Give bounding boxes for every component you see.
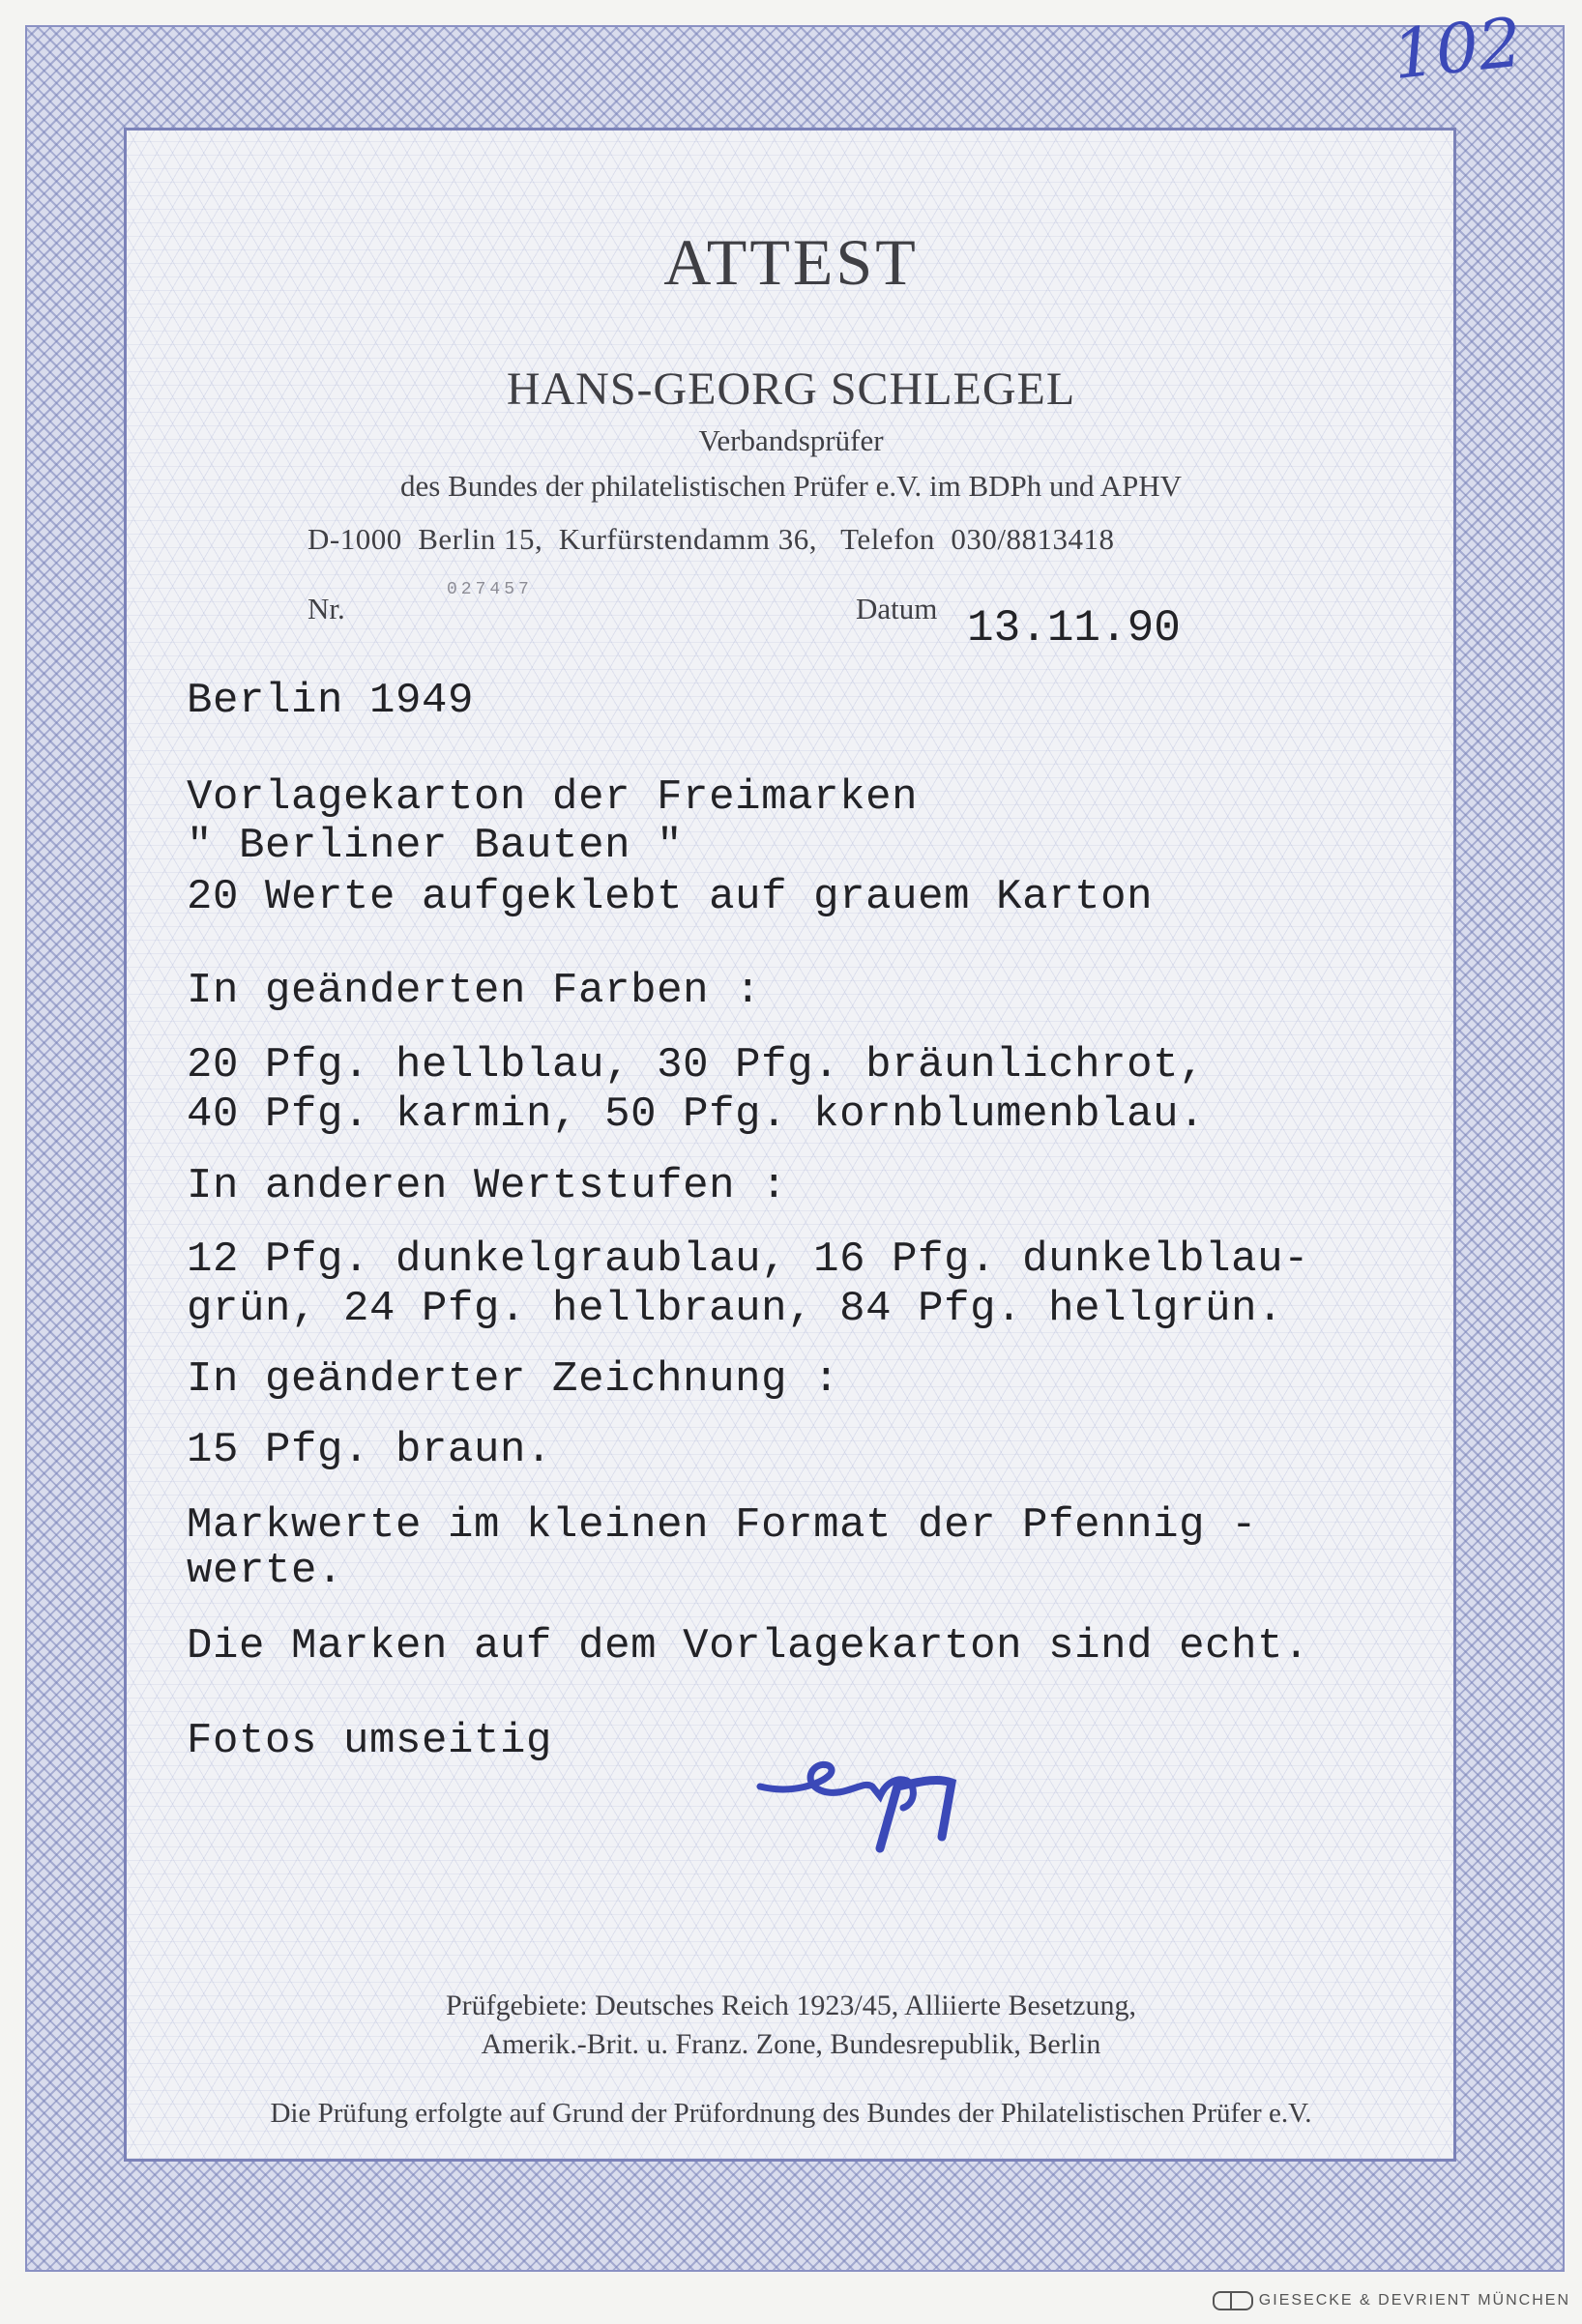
body-line: " Berliner Bauten " xyxy=(187,822,684,870)
footer-line-2: Amerik.-Brit. u. Franz. Zone, Bundesrepublik, Berlin xyxy=(481,2028,1101,2060)
datum-label: Datum xyxy=(856,592,938,625)
printer-logo-icon xyxy=(1213,2291,1253,2310)
body-line: Fotos umseitig xyxy=(187,1717,553,1765)
body-line: In geänderten Farben : xyxy=(187,967,762,1015)
body-line: grün, 24 Pfg. hellbraun, 84 Pfg. hellgrün. xyxy=(187,1285,1284,1333)
body-line: Vorlagekarton der Freimarken xyxy=(187,773,919,822)
examiner-role: Verbandsprüfer xyxy=(698,423,884,457)
signature xyxy=(752,1748,984,1854)
handwritten-note: 102 xyxy=(1389,2,1526,96)
body-line: 20 Werte aufgeklebt auf grauem Karton xyxy=(187,873,1154,921)
body-line: In anderen Wertstufen : xyxy=(187,1162,788,1210)
footer-line-3: Die Prüfung erfolgte auf Grund der Prüfordnung des Bundes der Philatelistischen Prüfer e.V. xyxy=(270,2098,1312,2129)
printer-mark-text: GIESECKE & DEVRIENT MÜNCHEN xyxy=(1258,2292,1570,2309)
body-line: 15 Pfg. braun. xyxy=(187,1426,553,1474)
examiner-address: D-1000 Berlin 15, Kurfürstendamm 36, Telefon 030/8813418 xyxy=(308,522,1115,556)
body-line: Die Marken auf dem Vorlagekarton sind echt. xyxy=(187,1622,1310,1670)
body-line: 12 Pfg. dunkelgraublau, 16 Pfg. dunkelblau- xyxy=(187,1235,1310,1284)
body-line: Markwerte im kleinen Format der Pfennig - xyxy=(187,1501,1258,1550)
nr-value: 027457 xyxy=(447,580,533,599)
body-line: 40 Pfg. karmin, 50 Pfg. kornblumenblau. xyxy=(187,1090,1206,1139)
examiner-association: des Bundes der philatelistischen Prüfer e.V. im BDPh und APHV xyxy=(400,469,1182,503)
body-line: 20 Pfg. hellblau, 30 Pfg. bräunlichrot, xyxy=(187,1041,1206,1089)
footer-line-1: Prüfgebiete: Deutsches Reich 1923/45, Alliierte Besetzung, xyxy=(446,1990,1136,2021)
body-line: werte. xyxy=(187,1547,344,1595)
printer-mark xyxy=(1213,2291,1570,2310)
body-line: Berlin 1949 xyxy=(187,677,475,725)
examiner-name: HANS-GEORG SCHLEGEL xyxy=(506,363,1076,415)
document-title: ATTEST xyxy=(663,225,919,299)
nr-label: Nr. xyxy=(308,592,345,625)
datum-value: 13.11.90 xyxy=(967,603,1181,654)
body-line: In geänderter Zeichnung : xyxy=(187,1355,840,1404)
